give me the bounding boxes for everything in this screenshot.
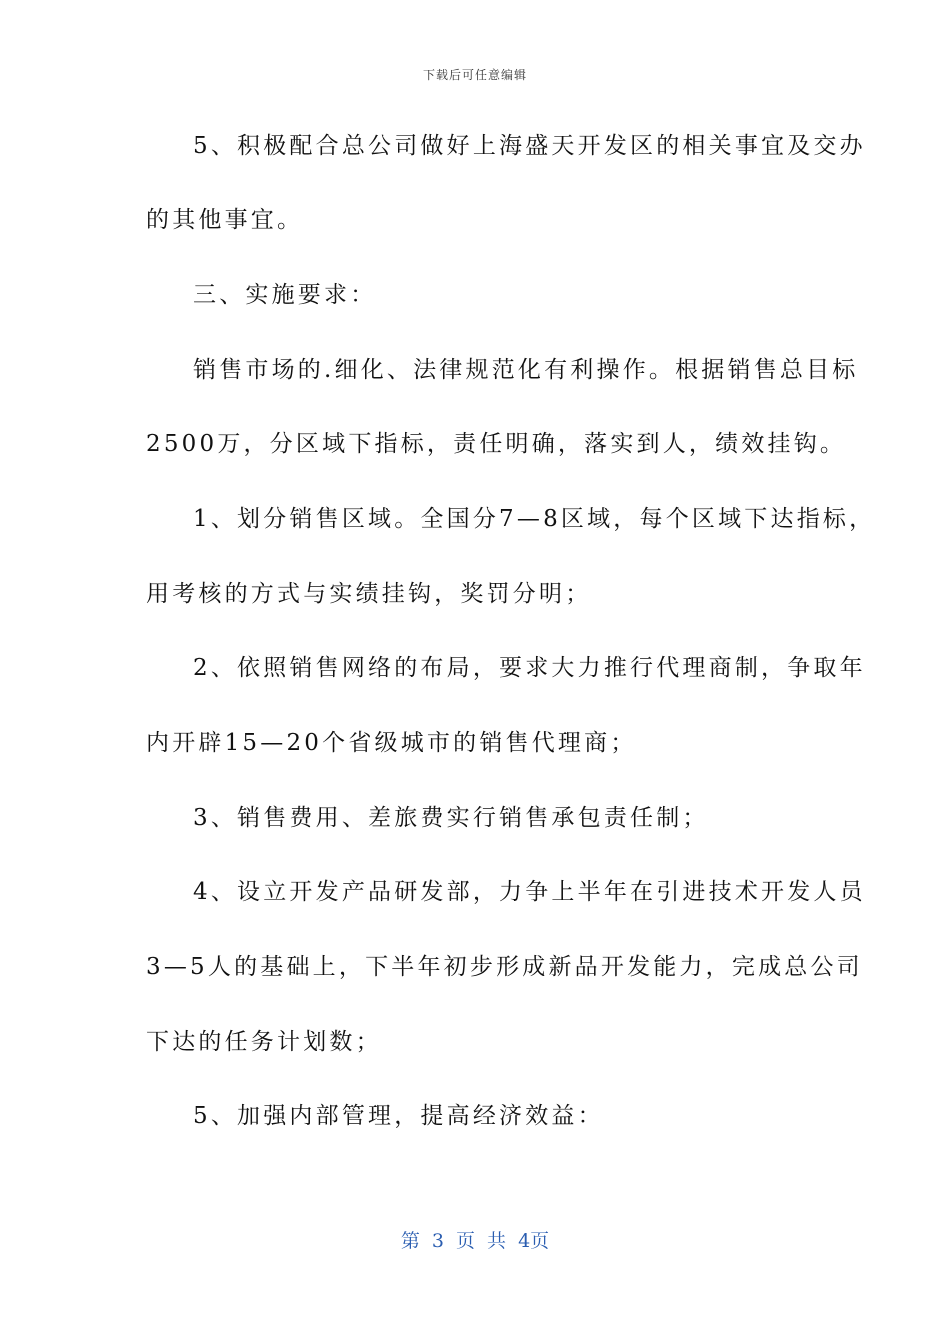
paragraph-line: 下达的任务计划数； (146, 1029, 382, 1055)
section-heading: 三、实施要求： (193, 282, 377, 308)
paragraph-line: 2、依照销售网络的布局，要求大力推行代理商制，争取年 (193, 655, 866, 681)
paragraph-line: 1、划分销售区域。全国分7—8区域，每个区域下达指标， (193, 506, 876, 532)
paragraph-line: 5、加强内部管理，提高经济效益： (193, 1103, 604, 1129)
paragraph-line: 用考核的方式与实绩挂钩，奖罚分明； (146, 581, 592, 607)
paragraph-line: 3、销售费用、差旅费实行销售承包责任制； (193, 805, 709, 831)
page-header-note: 下载后可任意编辑 (422, 68, 527, 82)
page-number-footer: 第 3 页 共 4页 (400, 1230, 550, 1252)
paragraph-line: 的其他事宜。 (146, 207, 304, 233)
paragraph-line: 销售市场的.细化、法律规范化有利操作。根据销售总目标 (193, 357, 859, 383)
paragraph-line: 2500万，分区域下指标，责任明确，落实到人，绩效挂钩。 (146, 431, 847, 457)
paragraph-line: 3—5人的基础上，下半年初步形成新品开发能力，完成总公司 (146, 954, 863, 980)
paragraph-line: 5、积极配合总公司做好上海盛天开发区的相关事宜及交办 (193, 133, 866, 159)
paragraph-line: 4、设立开发产品研发部，力争上半年在引进技术开发人员 (193, 879, 866, 905)
paragraph-line: 内开辟15—20个省级城市的销售代理商； (146, 730, 637, 756)
